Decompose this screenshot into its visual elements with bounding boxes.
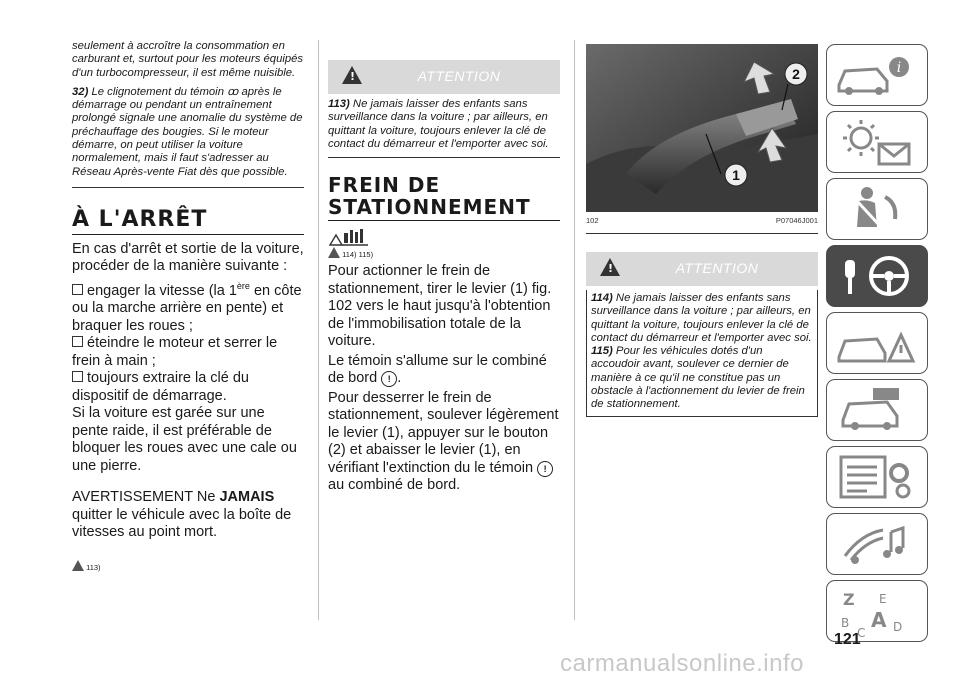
slope-paragraph: Si la voiture est garée sur une pente raide, il est préférable de bloquer les roues avec une cale ou une pierre. xyxy=(72,405,297,474)
note-114-number: 114) xyxy=(591,292,613,304)
section-heading-arret: À L'ARRÊT xyxy=(72,208,304,235)
attention-header xyxy=(586,252,818,286)
warning-paragraph xyxy=(72,489,304,542)
section-heading-frein: FREIN DE STATIONNEMENT xyxy=(328,174,560,221)
brake-para-2 xyxy=(328,353,560,388)
bullet-1-text-a: engager la vitesse (la 1 xyxy=(87,282,237,299)
multimedia-icon xyxy=(827,514,927,574)
brake-para-1: Pour actionner le frein de stationnement, tirer le levier (1) fig. 102 vers le haut jusqu'à l'obtention de l'immobilisation totale de la voiture. xyxy=(328,263,552,350)
references-114-115 xyxy=(328,247,560,259)
figure-callout-1: 1 xyxy=(732,167,740,183)
figure-number: 102 xyxy=(586,216,599,225)
figure-caption xyxy=(586,216,818,225)
glow-plug-icon: ꝏ xyxy=(227,85,239,98)
brake-para-3-text: Pour desserrer le frein de stationnement, soulever légèrement le levier (1), appuyer sur le bouton (2) et abaisser le levier (1), en vérifiant l'extinction du le témoin xyxy=(328,389,559,476)
checkbox-bullet-icon xyxy=(72,371,83,382)
note-115-text: Pour les véhicules dotés d'un accoudoir avant, soulever ce dernier de manière à ce qu'il ne constitue pas un obstacle à l'actionnement du levier de frein de stationnement. xyxy=(591,345,805,411)
column-divider xyxy=(318,40,319,620)
page-number: 121 xyxy=(834,631,861,648)
breakdown-icon xyxy=(827,313,927,373)
svg-text:C: C xyxy=(857,626,866,640)
brake-warning-lamp-icon: ! xyxy=(537,461,553,477)
note-113-text: Ne jamais laisser des enfants sans surveillance dans la voiture ; par ailleurs, en quittant la voiture, toujours enlever la clé de contact du démarreur et l'emporter avec soi. xyxy=(328,98,549,150)
attention-label: ATTENTION xyxy=(675,260,759,276)
figure-code: P07046J001 xyxy=(775,216,818,225)
figure-divider xyxy=(586,233,818,234)
warning-triangle-icon xyxy=(328,247,340,258)
bullet-3-text: toujours extraire la clé du dispositif de démarrage. xyxy=(72,370,249,404)
column-right xyxy=(586,44,818,417)
chapter-tab-safety[interactable] xyxy=(826,178,928,240)
note-113 xyxy=(328,98,560,158)
parking-brake-figure xyxy=(586,44,818,212)
checkbox-bullet-icon xyxy=(72,336,83,347)
column-left xyxy=(72,40,304,579)
warning-bold: JAMAIS xyxy=(219,489,275,506)
brake-para-3 xyxy=(328,390,560,495)
chapter-tab-technical-data[interactable] xyxy=(826,446,928,508)
key-steering-wheel-icon xyxy=(827,246,927,306)
figure-callout-2: 2 xyxy=(792,66,800,82)
note-32-rest: après le démarrage ou pendant un entraînement prolongé signale une anomalie du système de préchauffage des bougies. Si le moteur démarre, on peut utiliser la voiture normalement, mais il faut s'adresser au Réseau Après-vente Fiat dès que possible. xyxy=(72,85,303,178)
brake-para-3-end: au combiné de bord. xyxy=(328,477,461,494)
brake-warning-icons xyxy=(328,227,560,247)
svg-text:E: E xyxy=(879,592,887,606)
brake-para-2-text: Le témoin s'allume sur le combiné de bord xyxy=(328,352,547,387)
bullet-2-text: éteindre le moteur et serrer le frein à main ; xyxy=(72,335,278,369)
chapter-tab-starting-driving[interactable] xyxy=(826,245,928,307)
svg-text:A: A xyxy=(871,608,887,632)
parking-brake-lever-illustration xyxy=(586,44,818,212)
car-maintenance-icon xyxy=(827,380,927,440)
warning-light-envelope-icon xyxy=(827,112,927,172)
references-text: 114) 115) xyxy=(342,250,374,260)
note-continuation: seulement à accroître la consommation en carburant et, surtout pour les moteurs équipés d'un turbocompresseur, il est même nuisible. xyxy=(72,40,304,79)
note-115 xyxy=(591,345,813,411)
seatbelt-airbag-icon xyxy=(827,179,927,239)
technical-data-gear-icon xyxy=(827,447,927,507)
svg-text:D: D xyxy=(893,620,903,634)
note-32 xyxy=(72,86,304,179)
attention-box xyxy=(586,290,818,417)
reference-113 xyxy=(72,560,304,572)
checkbox-bullet-icon xyxy=(72,284,83,295)
chapter-tab-maintenance[interactable] xyxy=(826,379,928,441)
bullet-item-1 xyxy=(72,278,304,335)
bullet-1-sup: ère xyxy=(236,280,250,291)
attention-header xyxy=(328,60,560,94)
attention-label: ATTENTION xyxy=(417,68,501,84)
bullet-1-text-b: en côte ou la marche arrière en pente) et braquer les roues ; xyxy=(72,282,302,334)
parking-brake-pictogram-icon xyxy=(328,227,372,247)
svg-text:i: i xyxy=(896,60,902,76)
bullet-item-2 xyxy=(72,335,304,370)
svg-text:Z: Z xyxy=(843,590,855,609)
brake-para-2-end: . xyxy=(397,370,402,387)
intro-text: En cas d'arrêt et sortie de la voiture, procéder de la manière suivante : xyxy=(72,240,304,275)
note-114 xyxy=(591,292,813,345)
note-115-number: 115) xyxy=(591,345,613,358)
warning-text-a: AVERTISSEMENT Ne xyxy=(72,489,216,506)
note-32-text: Le clignotement du témoin xyxy=(91,85,224,98)
note-114-text: Ne jamais laisser des enfants sans surveillance dans la voiture ; par ailleurs, en quittant la voiture, toujours enlever la clé de contact du démarreur et l'emporter avec soi. xyxy=(591,292,812,344)
bullet-item-3 xyxy=(72,370,304,405)
chapter-nav-sidebar xyxy=(826,44,928,647)
column-middle xyxy=(328,60,560,497)
note-32-number: 32) xyxy=(72,85,89,98)
chapter-tab-emergency[interactable] xyxy=(826,312,928,374)
note-divider xyxy=(72,181,304,188)
brake-warning-lamp-icon: ! xyxy=(381,371,397,387)
reference-113-text: 113) xyxy=(86,562,101,572)
chapter-tab-instruments[interactable] xyxy=(826,111,928,173)
chapter-tab-multimedia[interactable] xyxy=(826,513,928,575)
car-info-icon xyxy=(827,45,927,105)
column-divider xyxy=(574,40,575,620)
warning-triangle-icon xyxy=(72,560,84,571)
chapter-tab-knowing-car[interactable] xyxy=(826,44,928,106)
watermark: carmanualsonline.info xyxy=(560,650,804,677)
svg-text:B: B xyxy=(841,616,850,630)
warning-text-b: quitter le véhicule avec la boîte de vitesses au point mort. xyxy=(72,506,292,541)
note-113-number: 113) xyxy=(328,98,350,110)
